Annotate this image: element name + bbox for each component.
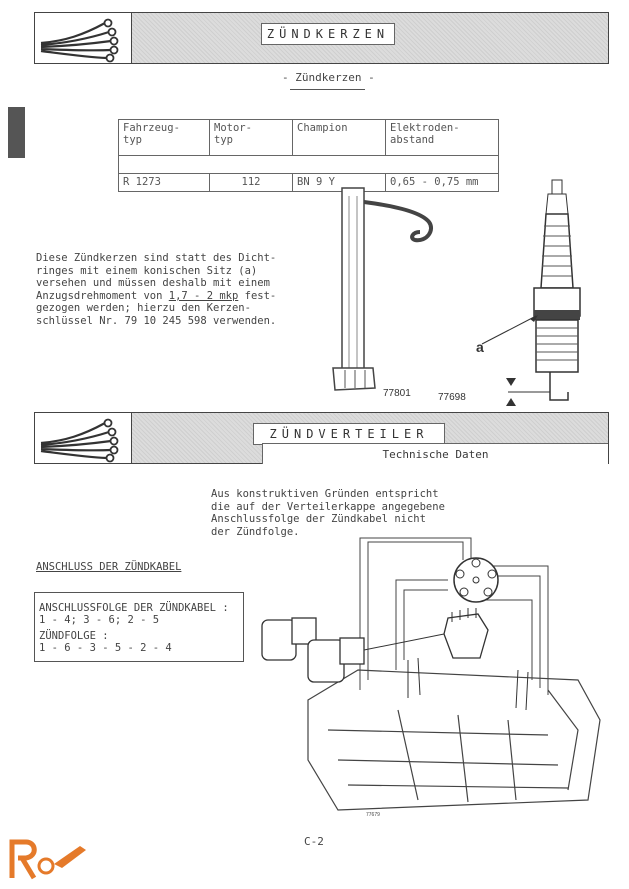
connection-order-value: 1 - 4; 3 - 6; 2 - 5 bbox=[39, 614, 160, 626]
spark-plug-table bbox=[118, 119, 499, 192]
wiring-harness-icon bbox=[35, 13, 132, 63]
wiring-harness-icon bbox=[35, 413, 132, 463]
table-cell: R 1273 bbox=[119, 174, 210, 192]
logo-icon bbox=[6, 836, 92, 884]
subsection-title: - Zündkerzen - bbox=[282, 71, 375, 84]
page-number: C-2 bbox=[304, 835, 324, 848]
table-header: Fahrzeug- typ bbox=[119, 120, 210, 156]
torque-value: 1,7 - 2 mkp bbox=[168, 289, 239, 302]
section-heading: ANSCHLUSS DER ZÜNDKABEL bbox=[36, 561, 182, 573]
tab-marker bbox=[8, 107, 25, 158]
figure-ref: 77698 bbox=[438, 392, 466, 403]
table-cell: 112 bbox=[210, 174, 293, 192]
section-header-zuendverteiler bbox=[34, 412, 609, 464]
firing-order-value: 1 - 6 - 3 - 5 - 2 - 4 bbox=[39, 642, 172, 654]
section-title: ZÜNDVERTEILER bbox=[253, 423, 445, 445]
firing-order-box bbox=[34, 592, 244, 662]
callout-a: a bbox=[476, 339, 484, 355]
figure-ref: 77679 bbox=[366, 812, 380, 818]
section-header-zuendkerzen bbox=[34, 12, 609, 64]
spark-plug-description: Diese Zündkerzen sind statt des Dicht- ringes mit einem konischen Sitz (a) versehen und müssen deshalb mit einem Anzugsdrehmoment von 1,7 - 2 mkp fest- gezogen werden; hierzu den Kerzen- schlüssel Nr. 79 10 245 598 verwenden. bbox=[36, 252, 277, 327]
distributor-note: Aus konstruktiven Gründen entspricht die auf der Verteilerkappe angegebene Anschlussfolge der Zündkabel nicht der Zündfolge. bbox=[211, 488, 445, 538]
table-cell: 0,65 - 0,75 mm bbox=[386, 174, 499, 192]
section-subtitle: Technische Daten bbox=[262, 443, 608, 464]
table-header: Motor- typ bbox=[210, 120, 293, 156]
ignition-wiring-diagram bbox=[248, 530, 608, 822]
firing-order-label: ZÜNDFOLGE : bbox=[39, 630, 109, 642]
table-header: Champion bbox=[293, 120, 386, 156]
connection-order-label: ANSCHLUSSFOLGE DER ZÜNDKABEL : bbox=[39, 602, 229, 614]
table-cell: BN 9 Y bbox=[293, 174, 386, 192]
spark-plug-wrench-figure bbox=[325, 188, 450, 403]
section-title: ZÜNDKERZEN bbox=[261, 23, 395, 45]
table-header: Elektroden- abstand bbox=[386, 120, 499, 156]
figure-ref: 77801 bbox=[383, 388, 411, 399]
spark-plug-figure bbox=[438, 178, 593, 410]
